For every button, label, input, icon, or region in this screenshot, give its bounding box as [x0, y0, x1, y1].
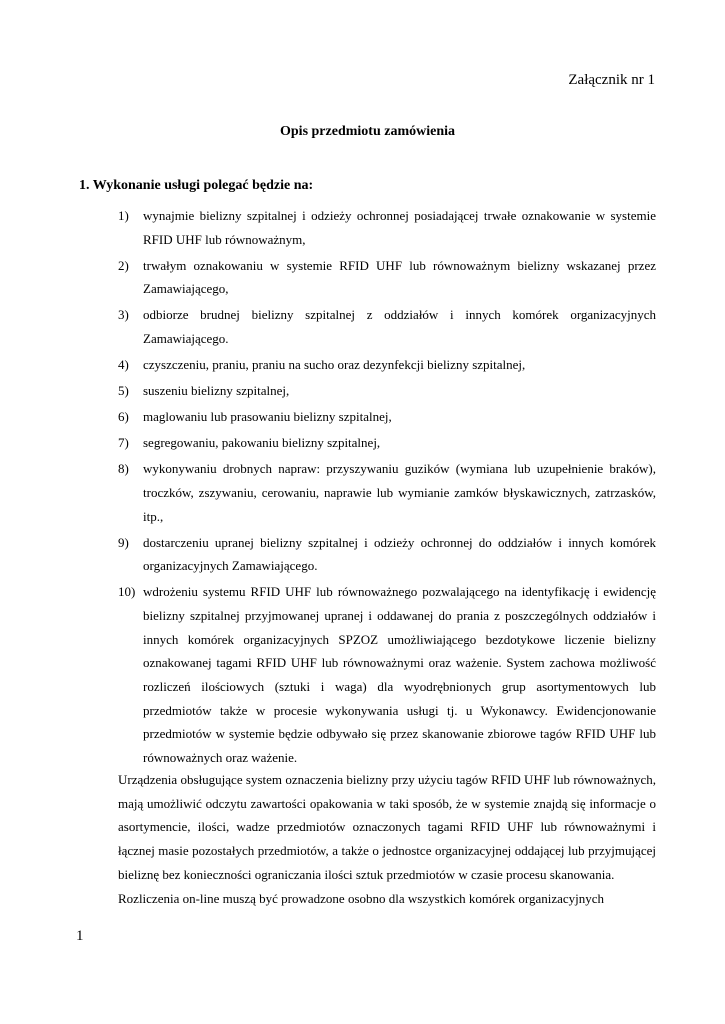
list-item: [0, 303, 725, 353]
body-paragraphs: [0, 768, 725, 910]
list-item-text: wynajmie bielizny szpitalnej i odzieży ochronnej posiadającej trwałe oznakowanie w systemie RFID UHF lub równoważnym,: [143, 208, 656, 247]
list-item-number: 7): [118, 435, 129, 451]
list-item: [0, 531, 725, 581]
list-item-number: 2): [118, 257, 129, 273]
annex-label: Załącznik nr 1: [568, 72, 655, 88]
list-item-number: 1): [118, 208, 129, 223]
list-item: [0, 405, 725, 431]
list-item-text: trwałym oznakowaniu w systemie RFID UHF lub równoważnym bielizny wskazanej przez Zamawiającego,: [143, 257, 656, 297]
list-item-text: wdrożeniu systemu RFID UHF lub równoważnego pozwalającego na identyfikację i ewidencję bielizny szpitalnej przyjmowanej upranej i oddawanej do prania z poszczególnych oddziałów i innych komórek organizacyjnych SPZOZ umożliwiającego bezdotykowe liczenie bielizny oznakowanej tagami RFID UHF lub równoważnymi oraz ważenie. System zachowa możliwość rozliczeń ilościowych (sztuki i waga) dla wyodrębnionych grup asortymentowych lub przedmiotów także w procesie wykonywania usługi tj. u Wykonawcy. Ewidencjonowanie przedmiotów w systemie będzie odbywało się przez skanowanie zbiorowe tagów RFID UHF lub równoważnych oraz ważenie.: [143, 584, 656, 766]
list-item-text: czyszczeniu, praniu, praniu na sucho oraz dezynfekcji bielizny szpitalnej,: [143, 357, 526, 373]
list-item-text: suszeniu bielizny szpitalnej,: [143, 383, 290, 399]
list-item: [0, 353, 725, 379]
service-list: [0, 204, 725, 772]
paragraph-online-settlements: Rozliczenia on-line muszą być prowadzone osobno dla wszystkich komórek organizacyjnych: [118, 890, 605, 906]
list-item-text: segregowaniu, pakowaniu bielizny szpitalnej,: [143, 435, 381, 451]
list-item-number: 5): [118, 383, 129, 399]
list-item: [0, 254, 725, 304]
list-item-text: maglowaniu lub prasowaniu bielizny szpitalnej,: [143, 409, 392, 425]
list-item: [0, 431, 725, 457]
list-item: [0, 457, 725, 530]
document-title: Opis przedmiotu zamówienia: [280, 124, 455, 139]
list-item-number: 3): [118, 307, 129, 323]
list-item-number: 4): [118, 357, 129, 373]
list-item: [0, 580, 725, 772]
list-item: [0, 379, 725, 405]
list-item-number: 10): [118, 584, 136, 600]
list-item-text: dostarczeniu upranej bielizny szpitalnej i odzieży ochronnej do oddziałów i innych komórek organizacyjnych Zamawiającego.: [143, 534, 656, 574]
list-item-number: 6): [118, 409, 129, 425]
paragraph-rfid-devices: Urządzenia obsługujące system oznaczenia bielizny przy użyciu tagów RFID UHF lub równoważnych, mają umożliwić odczytu zawartości opakowania w taki sposób, że w systemie znajdą się informacje o asortymencie, ilości, wadze przedmiotów oznaczonych tagami RFID UHF lub równoważnymi i łącznej masie pozostałych przedmiotów, a także o jednostce organizacyjnej oddającej lub przyjmującej bieliznę bez konieczności ograniczania ilości sztuk przedmiotów w czasie procesu skanowania.: [118, 772, 656, 882]
section-heading: 1. Wykonanie usługi polegać będzie na:: [79, 178, 314, 193]
list-item-number: 8): [118, 461, 129, 477]
list-item-text: odbiorze brudnej bielizny szpitalnej z oddziałów i innych komórek organizacyjnych Zamawiającego.: [143, 307, 656, 347]
page-number: 1: [76, 928, 84, 944]
list-item-number: 9): [118, 534, 129, 550]
list-item: [0, 204, 725, 254]
list-item-text: wykonywaniu drobnych napraw: przyszywaniu guzików (wymiana lub uzupełnienie braków), troczków, zszywaniu, cerowaniu, naprawie lub wymianie zamków błyskawicznych, zatrzasków, itp.,: [143, 461, 656, 524]
